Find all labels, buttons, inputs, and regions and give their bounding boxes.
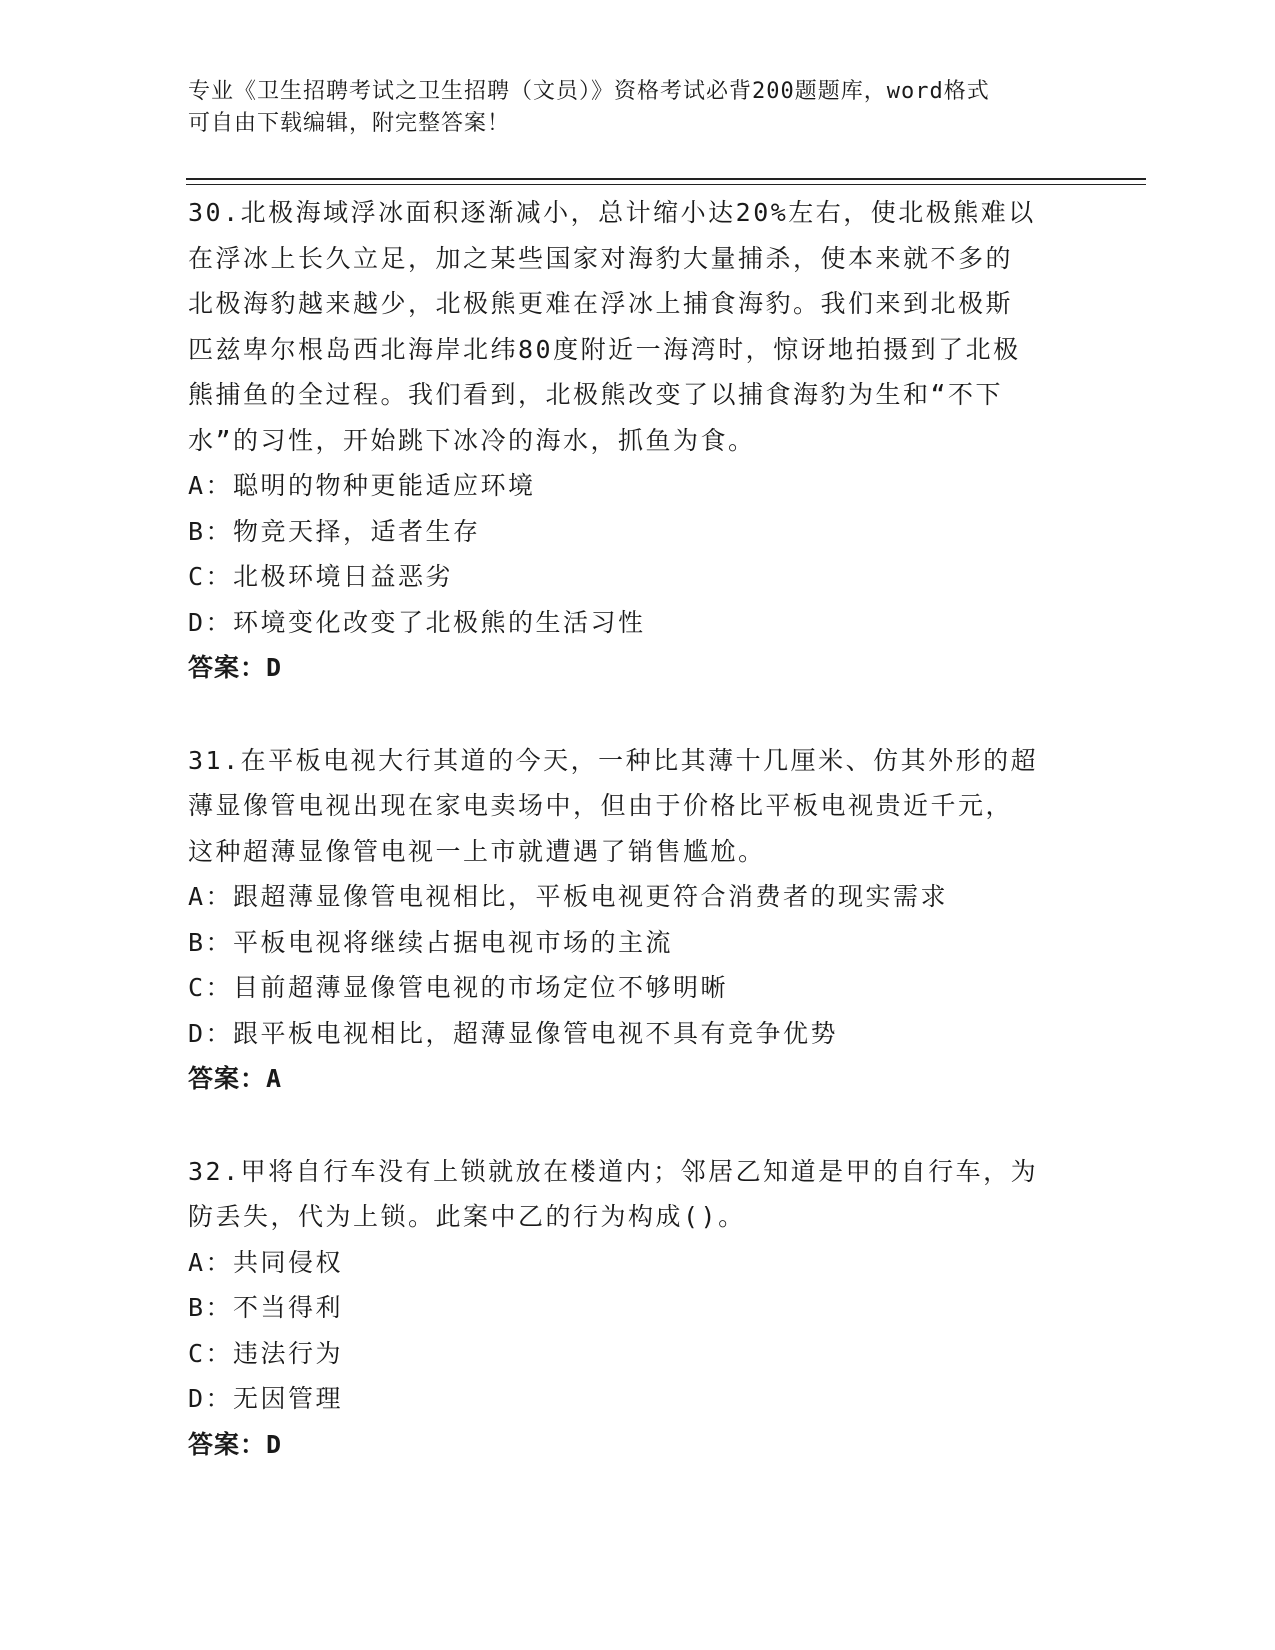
answer-label: 答案：D [188, 653, 283, 682]
question-stem-line: 防丢失，代为上锁。此案中乙的行为构成()。 [188, 1202, 746, 1231]
option-b: B：不当得利 [188, 1293, 344, 1322]
option-a: A：共同侵权 [188, 1247, 344, 1277]
header-line-2: 可自由下载编辑，附完整答案！ [188, 111, 511, 136]
question-stem-line: 30.北极海域浮冰面积逐渐减小，总计缩小达20%左右，使北极熊难以 [188, 198, 1036, 227]
option-b: B：平板电视将继续占据电视市场的主流 [188, 927, 674, 957]
question-stem-line: 32.甲将自行车没有上锁就放在楼道内；邻居乙知道是甲的自行车，为 [188, 1156, 1039, 1186]
option-a: A：跟超薄显像管电视相比，平板电视更符合消费者的现实需求 [188, 882, 949, 911]
option-a: A：聪明的物种更能适应环境 [188, 471, 536, 500]
header-rule-thin [186, 184, 1146, 185]
question-stem-line: 匹兹卑尔根岛西北海岸北纬80度附近一海湾时，惊讶地拍摄到了北极 [188, 334, 1021, 364]
question-stem-line: 北极海豹越来越少，北极熊更难在浮冰上捕食海豹。我们来到北极斯 [188, 289, 1014, 318]
question-stem-line: 在浮冰上长久立足，加之某些国家对海豹大量捕杀，使本来就不多的 [188, 243, 1014, 273]
question-spacer [188, 1102, 1088, 1149]
option-b: B：物竞天择，适者生存 [188, 516, 481, 546]
question-stem-line: 熊捕鱼的全过程。我们看到，北极熊改变了以捕食海豹为生和“不下 [188, 380, 1004, 409]
header-rule-thick [186, 178, 1146, 180]
question-stem-line: 水”的习性，开始跳下冰冷的海水，抓鱼为食。 [188, 425, 756, 455]
answer-label: 答案：D [188, 1429, 283, 1459]
option-d: D：跟平板电视相比，超薄显像管电视不具有竞争优势 [188, 1018, 839, 1048]
question-30 [188, 190, 1088, 691]
question-spacer [188, 691, 1088, 738]
option-c: C：违法行为 [188, 1338, 344, 1368]
question-stem-line: 薄显像管电视出现在家电卖场中，但由于价格比平板电视贵近千元， [188, 791, 1014, 820]
question-32 [188, 1149, 1088, 1468]
question-stem-line: 这种超薄显像管电视一上市就遭遇了销售尴尬。 [188, 836, 766, 866]
question-stem-line: 31.在平板电视大行其道的今天，一种比其薄十几厘米、仿其外形的超 [188, 745, 1039, 775]
option-c: C：目前超薄显像管电视的市场定位不够明晰 [188, 973, 729, 1002]
document-header [188, 76, 1068, 140]
option-d: D：环境变化改变了北极熊的生活习性 [188, 607, 646, 637]
header-line-1: 专业《卫生招聘考试之卫生招聘（文员）》资格考试必背200题题库，word格式 [188, 79, 990, 104]
question-list [188, 190, 1088, 1467]
answer-label: 答案：A [188, 1064, 283, 1093]
question-31 [188, 738, 1088, 1102]
option-c: C：北极环境日益恶劣 [188, 562, 454, 591]
option-d: D：无因管理 [188, 1384, 344, 1413]
